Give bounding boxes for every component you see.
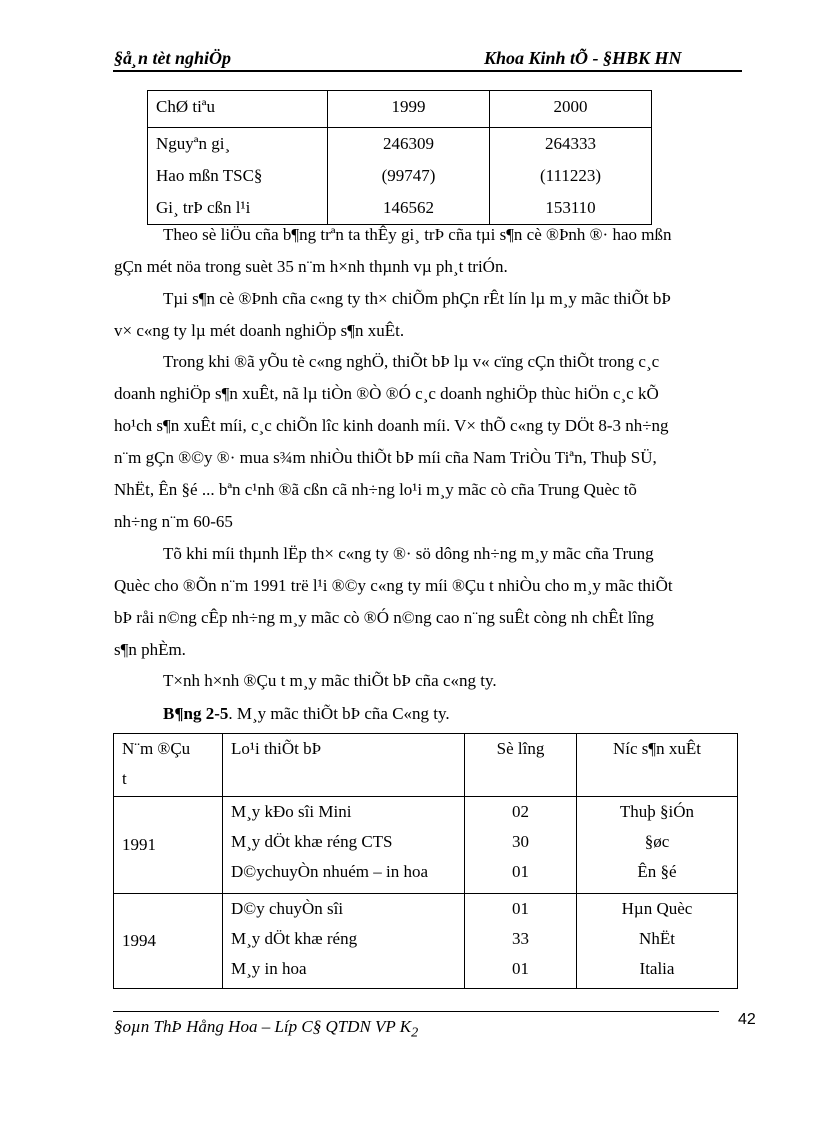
- paragraph-line: v× c«ng ty lµ mét doanh nghiÖp s¶n xuÊt.: [114, 321, 405, 340]
- table-caption: [163, 698, 790, 730]
- paragraph-line: Tµi s¶n cè ®Þnh cña c«ng ty th× chiÕm phÇn rÊt lín lµ m¸y mãc thiÕt bÞ: [163, 289, 671, 308]
- paragraph-line: Trong khi ®ã yÕu tè c«ng nghÖ, thiÕt bÞ lµ v« cïng cÇn thiÕt trong c¸c: [163, 352, 660, 371]
- header-divider: [113, 70, 742, 72]
- paragraph-line: Theo sè liÖu cña b¶ng trªn ta thÊy gi¸ trÞ cña tµi s¶n cè ®Þnh ®· hao mßn: [163, 225, 672, 244]
- table-header-cell: N¨m ®Çu t: [114, 734, 223, 797]
- table-row: [114, 894, 738, 989]
- page-number: 42: [738, 1011, 756, 1028]
- equipment-table: [113, 733, 738, 989]
- table-header-row: [148, 91, 652, 128]
- table-cell-year: 1994: [114, 894, 223, 989]
- table-header-cell: 2000: [490, 91, 652, 128]
- paragraph-line: ho¹ch s¶n xuÊt míi, c¸c chiÕn lîc kinh doanh míi. V× thÕ c«ng ty DÖt 8-3 nh÷ng: [114, 416, 669, 435]
- table-cell: M¸y kÐo sîi Mini M¸y dÖt khæ réng CTS D©ychuyÒn nhuém – in hoa: [223, 797, 465, 894]
- table-header-cell: Sè lîng: [465, 734, 577, 797]
- table-row: [148, 128, 652, 225]
- paragraph-line: gÇn mét nöa trong suèt 35 n¨m h×nh thµnh vµ ph¸t triÓn.: [114, 257, 508, 276]
- paragraph-line: Quèc cho ®Õn n¨m 1991 trë l¹i ®©y c«ng ty míi ®Çu t nhiÒu cho m¸y mãc thiÕt: [114, 576, 673, 595]
- paragraph-line: n¨m gÇn ®©y ®· mua s¾m nhiÒu thiÕt bÞ míi cña Nam TriÒu Tiªn, Thuþ SÜ,: [114, 448, 657, 467]
- table-cell-year: 1991: [114, 797, 223, 894]
- table-cell: Thuþ §iÓn §øc Ên §é: [577, 797, 738, 894]
- paragraph-line: doanh nghiÖp s¶n xuÊt, nã lµ tiÒn ®Ò ®Ó c¸c doanh nghiÖp thùc hiÖn c¸c kÕ: [114, 384, 659, 403]
- table-cell: Hµn Quèc NhËt Italia: [577, 894, 738, 989]
- table-caption-text: . M¸y mãc thiÕt bÞ cña C«ng ty.: [228, 704, 450, 723]
- paragraph-line: NhËt, Ên §é ... bªn c¹nh ®ã cßn cã nh÷ng lo¹i m¸y mãc cò cña Trung Quèc tõ: [114, 480, 637, 499]
- table-caption-label: B¶ng 2-5: [163, 704, 229, 723]
- table-row: [114, 797, 738, 894]
- table-header-cell: ChØ tiªu: [148, 91, 328, 128]
- paragraph-line: s¶n phÈm.: [114, 640, 186, 659]
- paragraph-line: T×nh h×nh ®Çu t m¸y mãc thiÕt bÞ cña c«ng ty.: [163, 671, 497, 690]
- table-header-cell: Níc s¶n xuÊt: [577, 734, 738, 797]
- header-left-title: §å¸n tèt nghiÖp: [114, 48, 232, 68]
- table-header-row: [114, 734, 738, 797]
- table-header-cell: 1999: [328, 91, 490, 128]
- header-right-title: Khoa Kinh tÕ - §HBK HN: [484, 48, 682, 68]
- paragraph-line: bÞ råi n©ng cÊp nh÷ng m¸y mãc cò ®Ó n©ng cao n¨ng suÊt còng nh chÊt lîng: [114, 608, 655, 627]
- footer-divider: [113, 1011, 719, 1012]
- asset-value-table: [147, 90, 652, 225]
- table-header-cell: Lo¹i thiÕt bÞ: [223, 734, 465, 797]
- table-cell: 01 33 01: [465, 894, 577, 989]
- table-cell: Nguyªn gi¸ Hao mßn TSC§ Gi¸ trÞ cßn l¹i: [148, 128, 328, 225]
- table-cell: 02 30 01: [465, 797, 577, 894]
- footer-author: §oµn ThÞ Hång Hoa – Líp C§ QTDN VP $K_2$: [114, 1017, 419, 1041]
- table-cell: 246309 (99747) 146562: [328, 128, 490, 225]
- paragraph-line: nh÷ng n¨m 60-65: [114, 512, 233, 531]
- table-cell: 264333 (111223) 153110: [490, 128, 652, 225]
- footer-subscript: 2: [411, 1024, 419, 1041]
- paragraph-line: Tõ khi míi thµnh lËp th× c«ng ty ®· sö dông nh÷ng m¸y mãc cña Trung: [163, 544, 654, 563]
- table-cell: D©y chuyÒn sîi M¸y dÖt khæ réng M¸y in hoa: [223, 894, 465, 989]
